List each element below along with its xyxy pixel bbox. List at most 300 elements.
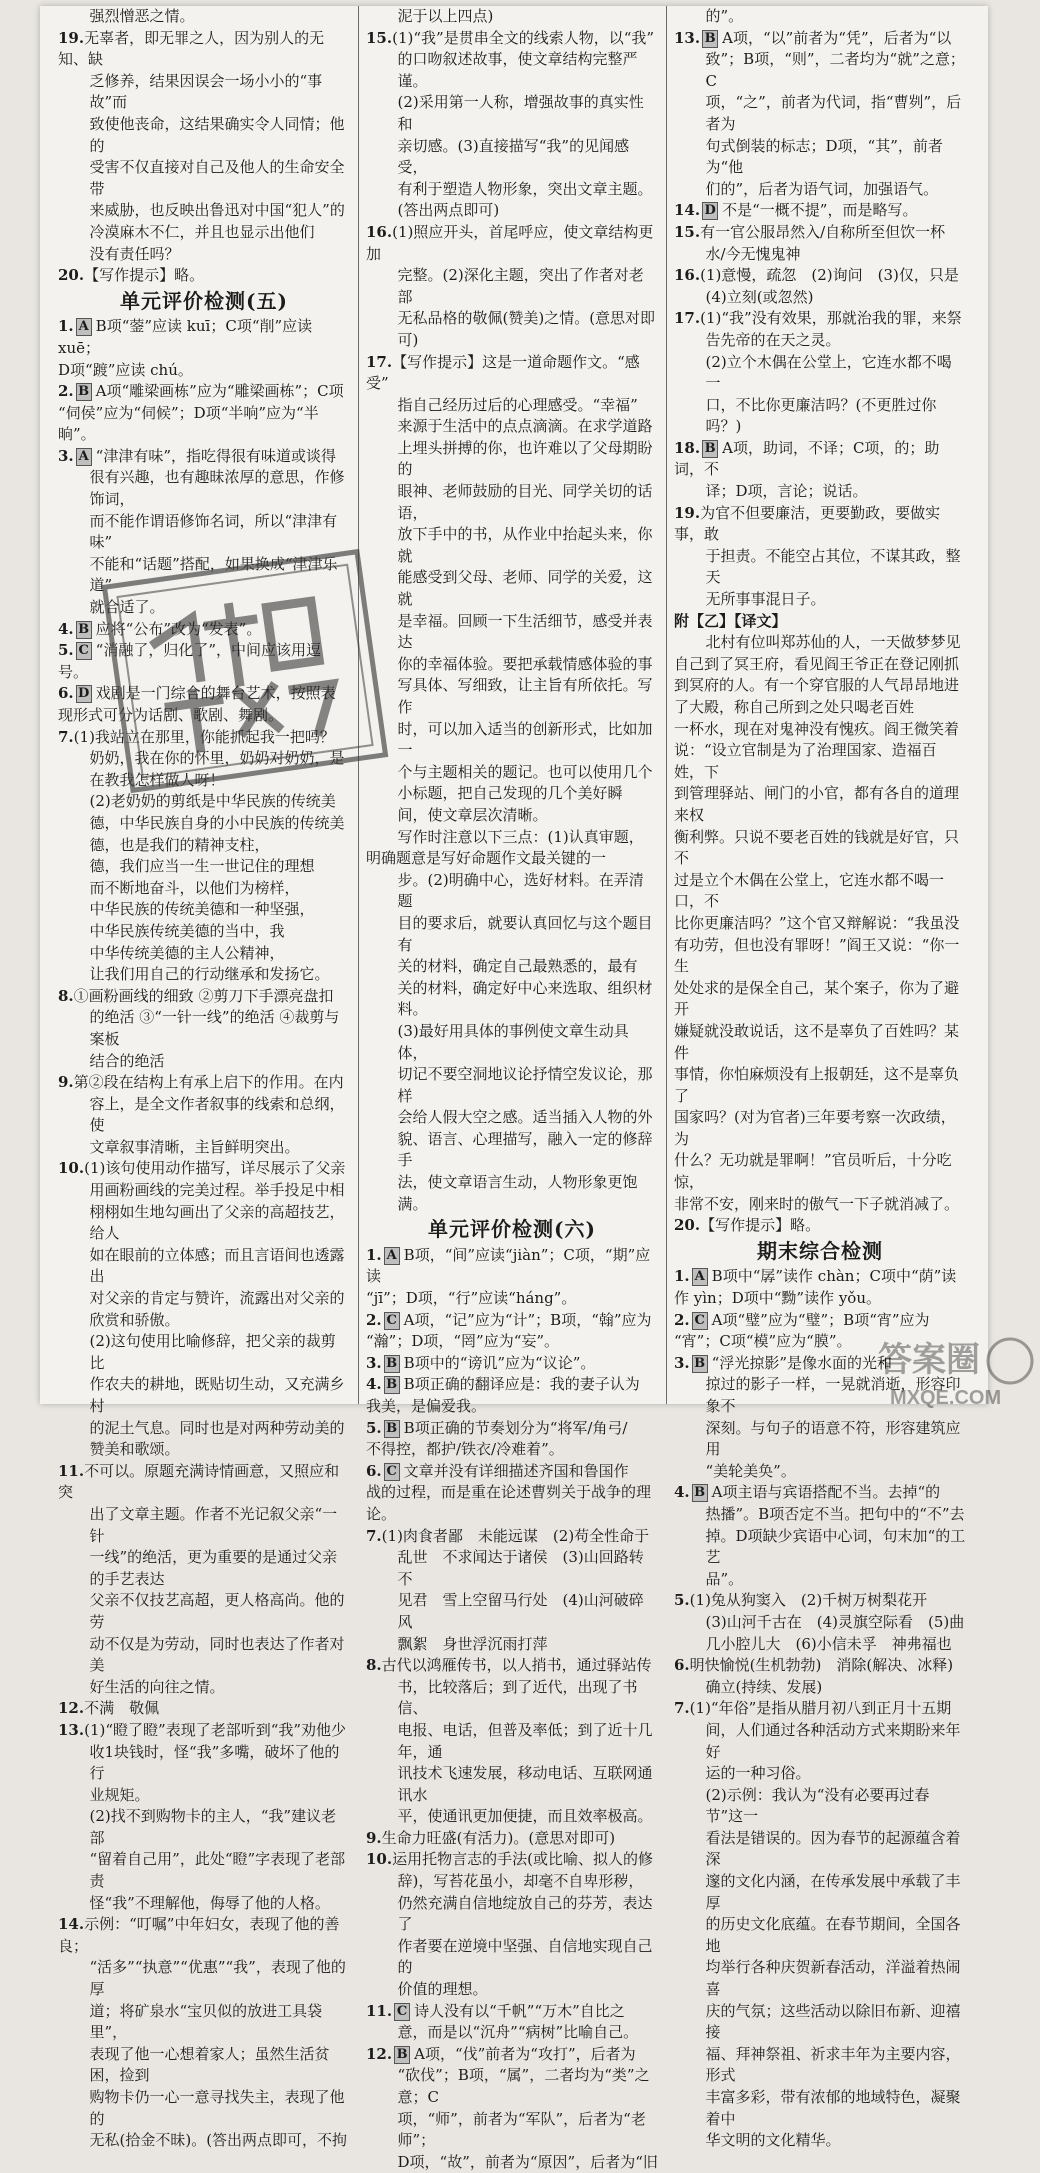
answer-choice-box: C (384, 1463, 400, 1481)
answer-line (366, 1720, 658, 1763)
answer-text: 来威胁，也反映出鲁迅对中国“犯人”的 (89, 201, 345, 220)
answer-line (366, 136, 658, 179)
answer-text: “宵”；C项“模”应为“膜”。 (674, 1332, 852, 1351)
answer-text: 切记不要空洞地议论抒情空发议论，那样 (397, 1065, 653, 1105)
answer-text: A项，“记”应为“计”；B项，“翰”应为 (403, 1310, 652, 1329)
answer-text: 讯技术飞速发展，移动电话、互联网通讯水 (397, 1764, 653, 1804)
answer-text: (4)立刻(或忽然) (705, 287, 814, 306)
answer-line (366, 179, 658, 201)
answer-text: 于担责。不能空占其位，不谋其政，整天 (705, 546, 961, 587)
answer-line (366, 438, 658, 481)
answer-line (674, 1266, 966, 1288)
answer-line (58, 899, 350, 921)
answer-text: 比你更廉洁吗？”这个官又辩解说：“我虽没 (674, 913, 960, 932)
answer-text: 写具体、写细致，让主旨有所依托。写作 (397, 676, 653, 716)
answer-line (366, 805, 658, 827)
answer-line (366, 2152, 658, 2173)
answer-line (58, 1742, 350, 1785)
answer-text: 没有责任吗？ (89, 244, 180, 263)
answer-line (58, 200, 350, 222)
answer-line (58, 1957, 350, 2000)
answer-line (366, 2044, 658, 2066)
column-divider (666, 6, 667, 1404)
answer-line (58, 1914, 350, 1957)
answer-text: 有一官公服昂然入/自称所至但饮一杯 (700, 222, 946, 241)
answer-text: 书，比较落后；到了近代，出现了书信、 (397, 1677, 638, 1718)
watermark-text: 答案圈 (878, 1341, 980, 1379)
answer-line (366, 913, 658, 956)
answer-text: (2)老奶奶的剪纸是中华民族的传统美 (89, 792, 336, 811)
answer-line (58, 1677, 350, 1699)
answer-line (58, 2130, 350, 2152)
answer-line (366, 1374, 658, 1396)
answer-line (366, 49, 658, 92)
answer-text: 掉。D项缺少宾语中心词，句末加“的工艺 (705, 1526, 966, 1567)
answer-text: “浮光掠影”是像水面的光和 (711, 1353, 893, 1372)
answer-text: 冷漠麻木不仁，并且也显示出他们 (89, 222, 315, 241)
answer-text: 购物卡仍一心一意寻找失主，表现了他的 (89, 2088, 345, 2128)
answer-line (58, 1785, 350, 1807)
answer-line (366, 1893, 658, 1936)
answer-line (58, 964, 350, 986)
answer-line (674, 6, 966, 28)
answer-text: 口，不比你更廉洁吗？(不更胜过你吗？) (705, 395, 937, 436)
answer-text: 的绝活 ③“一针一线”的绝活 ④裁剪与案板 (89, 1008, 340, 1048)
answer-line (674, 1698, 966, 1720)
answer-line (58, 1158, 350, 1180)
answer-line (366, 395, 658, 417)
answer-text: 【写作提示】略。 (700, 1216, 821, 1235)
answer-line (366, 654, 658, 676)
answer-line (674, 1107, 966, 1150)
question-number: 2. (366, 1310, 382, 1329)
answer-text: 是幸福。回顾一下生活细节，感受并表达 (397, 611, 653, 652)
answer-line (674, 330, 966, 352)
answer-line (58, 2087, 350, 2130)
answer-text: 貌、语言、心理描写，融入一定的修辞手 (397, 1129, 653, 1170)
answer-text: 【写作提示】这是一道命题作文。“感受” (366, 352, 640, 393)
answer-text: 文章叙事清晰，主旨鲜明突出。 (89, 1137, 300, 1156)
question-number: 3. (58, 446, 74, 465)
answer-text: 怪“我”不理解他，侮辱了他的人格。 (89, 1893, 330, 1912)
answer-text: “瀚”；D项，“罔”应为“妄”。 (366, 1332, 560, 1351)
answer-choice-box: B (76, 621, 92, 639)
answer-choice-box: B (702, 30, 718, 48)
answer-line (674, 395, 966, 438)
answer-line (58, 71, 350, 114)
answer-text: 好生活的向往之情。 (89, 1677, 225, 1696)
answer-choice-box: B (384, 1376, 400, 1394)
answer-text: 说：“设立官制是为了治理国家、造福百姓，下 (674, 741, 937, 781)
answer-line (674, 935, 966, 978)
answer-text: 一线”的绝活，更为重要的是通过父亲的手艺表达 (89, 1548, 338, 1588)
answer-text: 附【乙】【译文】 (674, 611, 787, 630)
answer-text: 动不仅是为劳动，同时也表达了作者对美 (89, 1634, 345, 1675)
answer-line (366, 1849, 658, 1871)
answer-line (58, 265, 350, 287)
answer-text: 强烈憎恶之情。 (89, 7, 195, 25)
answer-text: 项，“师”，前者为“军队”，后者为“老师”； (397, 2109, 646, 2150)
answer-line (674, 1655, 966, 1677)
answer-text: B项正确的翻译应是：我的妻子认为 (403, 1375, 640, 1394)
answer-text: 的”。 (705, 7, 744, 25)
answer-text: 北村有位叫郑苏仙的人，一天做梦梦见 (705, 633, 961, 652)
answer-line (366, 1310, 658, 1332)
answer-line (674, 2001, 966, 2044)
answer-text: 过是立个木偶在公堂上，它连水都不喝一口，不 (674, 870, 945, 911)
answer-choice-box: B (76, 383, 92, 401)
answer-line (58, 381, 350, 403)
answer-line (674, 136, 966, 179)
answer-text: B项中“孱”读作 chàn；C项中“荫”读 (711, 1267, 957, 1286)
answer-text: 国家吗？(对为官者)三年要考察一次政绩，为 (674, 1108, 956, 1148)
answer-text: 栩栩如生地勾画出了父亲的高超技艺，给人 (89, 1202, 345, 1243)
section-heading: 期末综合检测 (757, 1238, 883, 1263)
answer-text: 道；将矿泉水“宝贝似的放进工具袋里”， (89, 2001, 323, 2042)
answer-text: 眼神、老师鼓励的目光、同学关切的话语， (397, 482, 653, 522)
answer-line (58, 1504, 350, 1547)
answer-text: (1)“瞪了瞪”表现了老部听到“我”劝他少 (84, 1720, 347, 1739)
question-number: 5. (674, 1591, 690, 1610)
question-number: 9. (58, 1073, 74, 1092)
answer-text: (2)找不到购物卡的主人，“我”建议老部 (89, 1807, 337, 1847)
answer-line (366, 1129, 658, 1172)
answer-text: 邃的文化内涵，在传承发展中承载了丰厚 (705, 1872, 961, 1912)
answer-text: 庆的气氛；这些活动以除旧布新、迎禧接 (705, 2001, 961, 2042)
answer-text: 赞美和歌颂。 (89, 1440, 180, 1459)
answer-text: 意，而是以“沉舟”“病树”比喻自己。 (397, 2023, 639, 2042)
answer-line (366, 1547, 658, 1590)
answer-line (674, 438, 966, 481)
answer-text: A项，助词，不译；C项，的；助词，不 (674, 438, 940, 479)
question-number: 16. (674, 266, 701, 285)
answer-text: 乏修养，结果因误会一场小小的“事故”而 (89, 71, 323, 112)
answer-text: 用画粉画线的完美过程。举手投足中相 (89, 1181, 345, 1200)
answer-choice-box: B (384, 1355, 400, 1373)
answer-text: 而不能作谓语修饰名词，所以“津津有味” (89, 511, 338, 552)
answer-text: 辞)，写苔花虽小，却毫不自卑形秽， (397, 1872, 644, 1891)
answer-text: 明确题意是写好命题作文最关键的一 (366, 849, 607, 868)
answer-line (366, 611, 658, 654)
answer-line (366, 1245, 658, 1288)
answer-line (58, 878, 350, 900)
answer-text: 生命力旺盛(有活力)。(意思对即可) (381, 1828, 616, 1847)
answer-line (674, 546, 966, 589)
question-number: 11. (58, 1461, 85, 1480)
answer-line (674, 1288, 966, 1310)
answer-line (674, 1021, 966, 1064)
answer-line (366, 1288, 658, 1310)
answer-text: 间，人们通过各种活动方式来期盼来年好 (705, 1720, 961, 1761)
question-number: 13. (58, 1720, 85, 1739)
answer-line (366, 1021, 658, 1064)
answer-line (58, 1245, 350, 1288)
answer-text: 非常不安，刚来时的傲气一下子就消减了。 (674, 1194, 960, 1213)
answer-text: “伺侯”应为“伺候”；D项“半响”应为“半 (58, 403, 319, 422)
answer-text: 译；D项，言论；说话。 (705, 482, 868, 501)
column-right (674, 6, 966, 2150)
answer-line (366, 1353, 658, 1375)
answer-line (366, 308, 658, 330)
question-number: 15. (674, 222, 701, 241)
answer-choice-box: C (692, 1312, 708, 1330)
answer-line (674, 827, 966, 870)
answer-line (58, 1806, 350, 1849)
answer-text: 写作时注意以下三点：(1)认真审题， (397, 827, 644, 846)
answer-line (366, 1418, 658, 1440)
answer-line (674, 1612, 966, 1634)
answer-line (58, 986, 350, 1008)
answer-line (366, 222, 658, 265)
answer-choice-box: D (702, 202, 718, 220)
page (40, 6, 1002, 2171)
answer-text: 让我们用自己的行动继承和发扬它。 (89, 965, 330, 984)
answer-text: “砍伐”；B项，“属”，二者均为“类”之意；C (397, 2066, 650, 2106)
answer-text: 见君 雪上空留马行处 (4)山河破碎风 (397, 1591, 644, 1631)
answer-text: 德，我们应当一生一世记住的理想 (89, 857, 315, 876)
answer-line (366, 978, 658, 1021)
watermark-logo (860, 1326, 1040, 1411)
answer-text: 完整。(2)深化主题，突出了作者对老部 (397, 266, 644, 306)
answer-line (58, 1698, 350, 1720)
question-number: 2. (674, 1310, 690, 1329)
answer-text: 告先帝的在天之灵。 (705, 330, 841, 349)
question-number: 14. (58, 1915, 85, 1934)
answer-text: (1)意慢，疏忽 (2)询问 (3)仅，只是 (700, 266, 959, 285)
answer-line (58, 28, 350, 71)
answer-line (58, 114, 350, 157)
answer-line (58, 2001, 350, 2044)
answer-text: 泥于以上四点) (397, 7, 494, 25)
question-number: 1. (58, 317, 74, 336)
answer-line (674, 2044, 966, 2087)
answer-line (58, 1331, 350, 1374)
answer-text: (1)肉食者鄙 未能远谋 (2)苟全性命于 (381, 1526, 650, 1545)
answer-line (366, 567, 658, 610)
answer-line (366, 416, 658, 438)
question-number: 1. (366, 1245, 382, 1264)
answer-text: 受害不仅直接对自己及他人的生命安全带 (89, 158, 345, 198)
answer-line (58, 1374, 350, 1417)
answer-text: 来源于生活中的点点滴滴。在求学道路 (397, 417, 653, 436)
answer-text: 运用托物言志的手法(或比喻、拟人的修 (392, 1850, 653, 1869)
question-number: 2. (58, 382, 74, 401)
answer-text: 作者要在逆境中坚强、自信地实现自己的 (397, 1936, 653, 1977)
answer-line (366, 481, 658, 524)
answer-line (674, 1914, 966, 1957)
answer-line (58, 1180, 350, 1202)
answer-text: 父亲不仅技艺高超，更人格高尚。他的劳 (89, 1591, 345, 1631)
answer-text: 【写作提示】略。 (84, 266, 205, 285)
answer-text: 而不断地奋斗，以他们为榜样， (89, 878, 300, 897)
answer-line (366, 827, 658, 849)
answer-line (366, 1763, 658, 1806)
answer-line (58, 1051, 350, 1073)
answer-line (674, 1194, 966, 1216)
answer-line (366, 2065, 658, 2108)
answer-line (674, 1720, 966, 1763)
answer-text: 到管理驿站、闸门的小官，都有各自的道理来权 (674, 784, 960, 824)
answer-line (674, 49, 966, 92)
answer-line (674, 1957, 966, 2000)
answer-line (674, 244, 966, 266)
answer-text: (3)最好用具体的事例使文章生动具体， (397, 1021, 629, 1062)
answer-choice-box: A (384, 1247, 400, 1265)
answer-text: B项“蓥”应读 kuī；C项“削”应读 xuē； (58, 317, 317, 357)
answer-text: 嫌疑就没敢说话，这不是辜负了百姓吗？某件 (674, 1021, 960, 1062)
answer-line (366, 1655, 658, 1677)
answer-text: 项，“之”，前者为代词，指“曹刿”，后者为 (705, 93, 962, 133)
answer-line (674, 675, 966, 697)
answer-line (674, 697, 966, 719)
answer-line (366, 1064, 658, 1107)
answer-text: ①画粉画线的细致 ②剪刀下手漂亮盘扣 (73, 986, 334, 1005)
answer-text: 水/今无愧鬼神 (705, 244, 801, 263)
answer-text: 有功劳，但也没有罪呀！”阎王又说：“你一生 (674, 935, 960, 976)
answer-line (366, 1979, 658, 2001)
answer-text: (1)兔从狗窦入 (2)千树万树梨花开 (689, 1591, 928, 1610)
answer-line (58, 1094, 350, 1137)
answer-text: A项主语与宾语搭配不当。去掉“的 (711, 1483, 941, 1502)
answer-line (674, 1215, 966, 1237)
answer-line (366, 330, 658, 352)
answer-text: 你的幸福体验。要把承载情感体验的事 (397, 654, 653, 673)
answer-text: 就合适了。 (89, 598, 165, 617)
answer-text: (2)示例：我认为“没有必要再过春节”这一 (705, 1785, 930, 1826)
answer-text: 我美，是偏爱我。 (366, 1397, 487, 1415)
answer-choice-box: B (692, 1355, 708, 1373)
question-number: 19. (674, 503, 701, 522)
answer-line (366, 1828, 658, 1850)
answer-text: (3)山河千古在 (4)灵旗空际看 (5)曲 (705, 1612, 965, 1631)
answer-text: A项，“伐”前者为“攻打”，后者为 (414, 2044, 636, 2063)
answer-text: B项正确的节奏划分为“将军/角弓/ (403, 1418, 628, 1437)
question-number: 16. (366, 222, 393, 241)
question-number: 7. (674, 1699, 690, 1718)
answer-text: 处处求的是保全自己，某个案子，你为了避开 (674, 978, 960, 1019)
answer-text: 指自己经历过后的心理感受。“幸福” (397, 395, 638, 414)
answer-text: B项中的“谤讥”应为“议论”。 (403, 1353, 596, 1372)
answer-text: 示例：“叮嘱”中年妇女，表现了他的善良； (58, 1915, 340, 1955)
answer-text: 中华民族传统美德的当中，我 (89, 921, 285, 940)
answer-line (366, 1172, 658, 1215)
answer-choice-box: B (692, 1484, 708, 1502)
answer-text: (2)立个木偶在公堂上，它连水都不喝一 (705, 352, 952, 393)
answer-line (58, 1288, 350, 1310)
answer-line (674, 287, 966, 309)
answer-text: 无私(拾金不昧)。(答出两点即可，不拘 (89, 2131, 348, 2150)
answer-text: 飘絮 身世浮沉雨打萍 (397, 1634, 548, 1653)
answer-text: 品”。 (705, 1569, 744, 1588)
answer-choice-box: B (384, 1420, 400, 1438)
answer-text: 电报、电话，但普及率低；到了近十几年，通 (397, 1720, 653, 1761)
answer-text: 上埋头拼搏的你，也许难以了父母期盼的 (397, 438, 653, 479)
answer-choice-box: C (384, 1312, 400, 1330)
answer-text: 为官不但要廉洁，更要勤政，要做实事，敢 (674, 503, 941, 544)
answer-line (366, 524, 658, 567)
question-number: 10. (366, 1850, 393, 1869)
answer-line (674, 1828, 966, 1871)
answer-text: 不能和“话题”搭配，如果换成“津津乐道” (89, 554, 338, 595)
answer-text: 深刻。与句子的语意不符，形容建筑应用 (705, 1418, 961, 1459)
answer-text: 不可以。原题充满诗情画意，又照应和突 (58, 1461, 340, 1502)
answer-line (58, 222, 350, 244)
answer-line (58, 360, 350, 382)
answer-line (58, 856, 350, 878)
seal-stamp (102, 549, 389, 793)
answer-line (58, 1634, 350, 1677)
question-number: 1. (674, 1267, 690, 1286)
answer-choice-box: D (76, 685, 92, 703)
answer-line (674, 654, 966, 676)
answer-text: 句式倒装的标志；D项，“其”，前者为“他 (705, 136, 943, 177)
answer-text: 步。(2)明确中心，选好材料。在弄清题 (397, 870, 644, 911)
question-number: 5. (366, 1418, 382, 1437)
answer-text: D项，“故”，前者为“原因”，后者为“旧 (397, 2152, 658, 2171)
answer-text: 很有兴趣，也有趣昧浓厚的意思，作修饰词， (89, 468, 345, 509)
answer-text: 中华民族的传统美德和一种坚强， (89, 900, 315, 919)
answer-text: 运的一种习俗。 (705, 1764, 811, 1783)
answer-text: 表现了他一心想着家人；虽然生活贫困，捡到 (89, 2044, 330, 2085)
answer-line (58, 943, 350, 965)
answer-line (366, 1806, 658, 1828)
answer-line (674, 589, 966, 611)
answer-line (674, 1504, 966, 1526)
answer-line (674, 92, 966, 135)
answer-text: “jī”；D项，“行”应读“háng”。 (366, 1289, 577, 1308)
answer-text: 的泥土气息。同时也是对两种劳动美的 (89, 1418, 345, 1437)
question-number: 20. (58, 266, 85, 285)
answer-text: 的口吻叙述故事，使文章结构完整严谨。 (397, 50, 638, 90)
question-number: 12. (58, 1699, 85, 1718)
answer-text: (1)“年俗”是指从腊月初八到正月十五期 (689, 1699, 952, 1718)
answer-text: 出了文章主题。作者不光记叙父亲“一针 (89, 1504, 338, 1545)
answer-choice-box: B (394, 2046, 410, 2064)
question-number: 8. (366, 1656, 382, 1675)
answer-line (674, 1634, 966, 1656)
answer-text: (2)这句使用比喻修辞，把父亲的裁剪比 (89, 1332, 336, 1372)
answer-choice-box: A (76, 448, 92, 466)
question-number: 17. (674, 309, 701, 328)
answer-text: 的历史文化底蕴。在春节期间，全国各地 (705, 1915, 961, 1955)
answer-text: 无私品格的敬佩(赞美)之情。(意思对即 (397, 309, 656, 328)
answer-line (58, 1720, 350, 1742)
answer-text: 亲切感。(3)直接描写“我”的见闻感受， (397, 136, 630, 177)
answer-line (58, 446, 350, 468)
answer-text: 个与主题相关的题记。也可以使用几个 (397, 762, 653, 781)
answer-text: 在教我怎样做人呀！ (89, 770, 225, 789)
answer-text: 晌”。 (58, 425, 96, 444)
question-number: 20. (674, 1216, 701, 1235)
answer-line (58, 1072, 350, 1094)
answer-text: 乱世 不求闻达于诸侯 (3)山回路转不 (397, 1548, 644, 1588)
answer-line (674, 2087, 966, 2130)
question-number: 4. (366, 1375, 382, 1394)
answer-text: 致使他丧命，这结果确实令人同情；他的 (89, 114, 345, 155)
answer-line (366, 2109, 658, 2152)
answer-text: “留着自己用”，此处“瞪”字表现了老部责 (89, 1850, 346, 1891)
answer-line (674, 200, 966, 222)
answer-text: 衡利弊。只说不要老百姓的钱就是好官，只不 (674, 827, 960, 868)
answer-line (674, 1871, 966, 1914)
question-number: 9. (366, 1828, 382, 1847)
answer-line (366, 1526, 658, 1548)
answer-line (366, 783, 658, 805)
answer-line (674, 1482, 966, 1504)
answer-text: 价值的理想。 (397, 1980, 488, 1999)
answer-line (366, 1871, 658, 1893)
answer-text: “津津有味”，指吃得很有味道或谈得 (95, 446, 337, 465)
